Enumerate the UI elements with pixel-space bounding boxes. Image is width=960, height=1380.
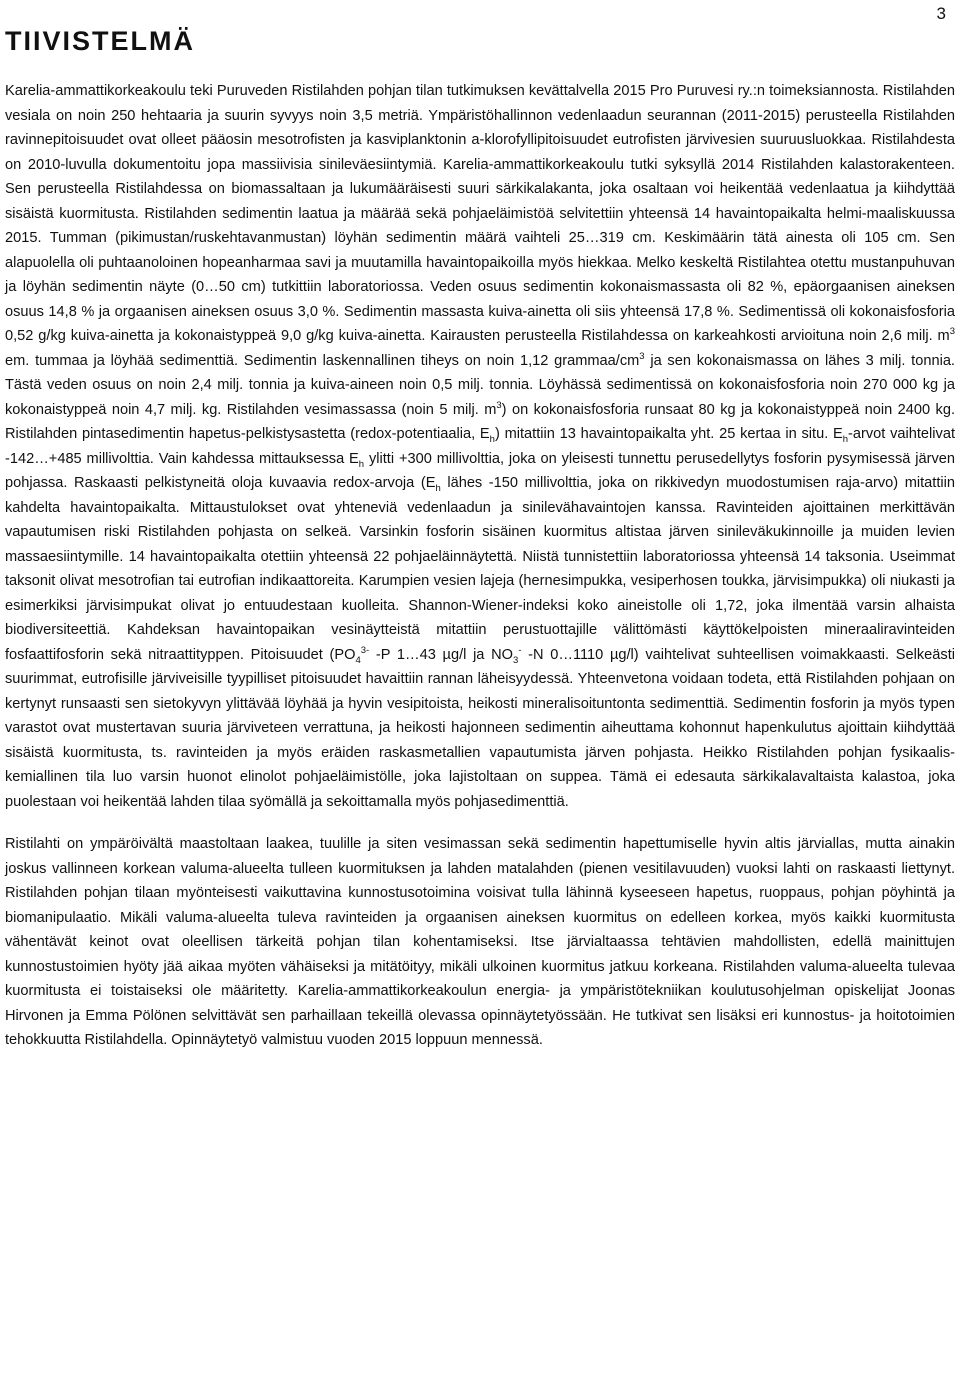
- subscript: h: [489, 433, 495, 445]
- subscript: 3: [513, 654, 519, 666]
- subscript: h: [842, 433, 849, 445]
- page-title: TIIVISTELMÄ: [5, 26, 195, 56]
- superscript: -: [518, 644, 522, 656]
- subscript: h: [435, 482, 441, 494]
- subscript: 4: [355, 654, 361, 666]
- subscript: h: [358, 458, 365, 470]
- abstract-paragraph-1: Karelia-ammattikorkeakoulu teki Puruveden Ristilahden pohjan tilan tutkimuksen kevättalvella 2015 Pro Puruvesi ry.:n toimeksiannosta. Ristilahden vesiala on noin 250 hehtaaria ja suurin syvyys noin 3,5 metriä. Ympäristöhallinnon vedenlaadun seurannan (2011-2015) perusteella Ristilahden ravinnepitoisuudet ovat olleet pääosin mesotrofisten ja kasviplanktonin a-klorofyllipitoisuudet eutrofisten järvivesien suuruusluokkaa. Ristilahdesta on 2010-luvulla dokumentoitu jopa massiivisia sinileväesiintymiä. Karelia-ammattikorkeakoulu tutki syksyllä 2014 Ristilahden kalastorakenteen. Sen perusteella Ristilahdessa on biomassaltaan ja lukumääräisesti suuri särkikalakanta, joka osaltaan voi heikentää vedenlaatua ja kiihdyttää sisäistä kuormitusta. Ristilahden sedimentin laatua ja määrää sekä pohjaeläimistöä selvitettiin yhteensä 14 havaintopaikalta helmi-maaliskuussa 2015. Tumman (pikimustan/ruskehtavanmustan) löyhän sedimentin määrä vaihteli 25…319 cm. Keskimäärin tätä ainesta oli 105 cm. Sen alapuolella oli puhtaanoloinen hopeanharmaa savi ja muutamilla havaintopaikoilla myös hiekkaa. Melko keskeltä Ristilahtea otettu mustanpuhuvan ja löyhän sedimentin näyte (0…50 cm) tutkittiin laboratoriossa. Veden osuus sedimentin kokonaismassasta oli 82 %, epäorgaanisen aineksen osuus 14,8 % ja orgaanisen aineksen osuus 3,0 %. Sedimentin massasta kuiva-ainetta oli siis yhteensä 17,8 %. Sedimentissä oli kokonaisfosforia 0,52 g/kg kuiva-ainetta ja kokonaistyppeä 9,0 g/kg kuiva-ainetta. Kairausten perusteella Ristilahdessa on karkeahkosti arvioituna noin 2,6 milj. $m^3$ em. tummaa ja löyhää sedimenttiä. Sedimentin laskennallinen tiheys on noin 1,12 grammaa/$cm^3$ ja sen kokonaismassa on lähes 3 milj. tonnia. Tästä veden osuus on noin 2,4 milj. tonnia ja kuiva-aineen noin 0,5 milj. tonnia. Löyhässä sedimentissä on kokonaisfosforia noin 270 000 kg ja kokonaistyppeä noin 4,7 milj. kg. Ristilahden vesimassassa (noin 5 milj. $m^3$) on kokonaisfosforia runsaat 80 kg ja kokonaistyppeä noin 2400 kg. Ristilahden pintasedimentin hapetus-pelkistysastetta (redox-potentiaalia, $E_h$) mitattiin 13 havaintopaikalta yht. 25 kertaa in situ. $E_h$-arvot vaihtelivat -142…+485 millivolttia. Vain kahdessa mittauksessa $E_h$ ylitti +300 millivolttia, joka on yleisesti tunnettu perusedellytys fosforin pysymisessä järven pohjassa. Raskaasti pelkistyneitä oloja kuvaavia redox-arvoja ($E_h$ lähes -150 millivolttia, joka on rikkivedyn muodostumisen raja-arvo) mitattiin kahdelta havaintopaikalta. Mittaustulokset ovat yhteneviä vedenlaadun ja sinilevähavaintojen kanssa. Ravinteiden ajoittainen merkittävän vapautumisen riski Ristilahden pohjasta on selkeä. Varsinkin fosforin sisäinen kuormitus altistaa järven sinileväkukinnoille ja muiden levien massaesiintymille. 14 havaintopaikalta otettiin yhteensä 22 pohjaeläinnäytettä. Niistä tunnistettiin laboratoriossa yhteensä 14 taksonia. Useimmat taksonit olivat mesotrofian tai eutrofian indikaattoreita. Karumpien vesien lajeja (hernesimpukka, vesiperhosen toukka, järvisimpukka) oli niukasti ja esimerkiksi järvisimpukat olivat jo entuudestaan kuolleita. Shannon-Wiener-indeksi koko aineistolle oli 1,72, joka ilmentää varsin alhaista biodiversiteettiä. Kahdeksan havaintopaikan vesinäytteistä mitattiin perustuottajille välittömästi käyttökelpoisten mineraaliravinteiden fosfaattifosforin sekä nitraattityppen. Pitoisuudet ($PO_4^{3-}$ -P 1…43 µg/l ja $NO_3^-$ -N 0…1110 µg/l) vaihtelivat suhteellisen voimakkaasti. Selkeästi suurimmat, eutrofisille järviveisille tyypilliset pitoisuudet havaittiin rannan läheisyydessä. Yhteenvetona voidaan todeta, että Ristilahden pohjaan on kertynyt runsaasti sen sietokyvyn ylittävää löyhää ja hyvin vesipitoista, heikosti mineralisoituntonta sedimenttiä. Sedimentin fosforin ja myös typen varastot ovat mustertavan suuria järviveteen verrattuna, ja heikosti hajonneen sedimentin aiheuttama kohonnut hapenkulutus ajoittain kiihdyttää sisäistä kuormitusta, ts. ravinteiden ja myös eräiden raskasmetallien vapautumista järven pohjasta. Heikko Ristilahden pohjan fysikaalis-kemiallinen tila luo varsin huonot elinolot pohjaeläimistölle, joka lajistoltaan on suppea. Tämä ei edesauta särkikalavaltaista kalastoa, joka puolestaan voi heikentää lahden tilaa syömällä ja sekoittamalla myös pohjasedimenttiä.: [5, 83, 956, 810]
- superscript: 3: [496, 399, 502, 411]
- superscript: 3: [949, 326, 955, 338]
- superscript: 3: [639, 350, 645, 362]
- superscript: 3-: [360, 644, 370, 656]
- abstract-paragraph-2: Ristilahti on ympäröivältä maastoltaan laakea, tuulille ja siten vesimassan sekä sedimentin hapettumiselle hyvin altis järviallas, mutta ainakin joskus vallinneen korkean valuma-alueelta tulleen kuormituksen ja lahden matalahden (pienen vesitilavuuden) vuoksi lahti on raskaasti liettynyt. Ristilahden pohjan tilaan myönteisesti vaikuttavina kunnostusotoimina voisivat tulla lähinnä kyseeseen hapetus, ruoppaus, pohjan pöyhintä ja biomanipulaatio. Mikäli valuma-alueelta tuleva ravinteiden ja orgaanisen aineksen kuormitus on edelleen korkea, myös kaikki kuormitusta vähentävät keinot ovat oleellisen tärkeitä pohjan tilan kohentamiseksi. Itse järvialtaassa tehtävien mahdollisten, edellä mainittujen kunnostustoimien hyöty jää aikaa myöten vähäiseksi ja mitätöityy, mikäli ulkoinen kuormitus jatkuu korkeana. Ristilahden valuma-alueelta tulevaa kuormitusta ei toistaiseksi ole määritetty. Karelia-ammattikorkeakoulun energia- ja ympäristötekniikan koulutusohjelman opiskelijat Joonas Hirvonen ja Emma Pölönen selvittävät sen parhaillaan tekeillä olevassa opinnäytetyössään. He tutkivat sen lisäksi eri kunnostus- ja hoitotoimien tehokkuutta Ristilahdella. Opinnäytetyö valmistuu vuoden 2015 loppuun mennessä.: [5, 836, 955, 1048]
- page-number: 3: [936, 4, 946, 23]
